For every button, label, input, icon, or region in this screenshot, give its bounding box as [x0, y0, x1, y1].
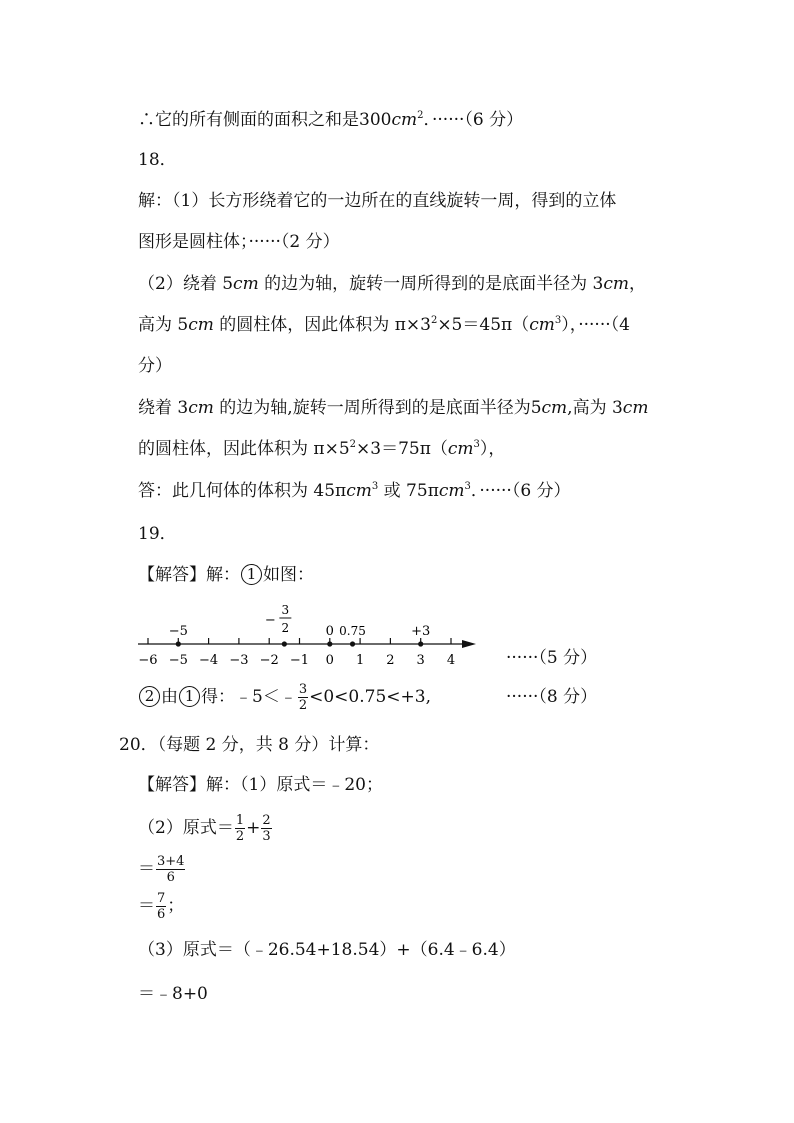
- text: 得：﹣5＜﹣: [201, 687, 297, 707]
- point-marker: [282, 641, 287, 646]
- tick-label: 1: [355, 653, 365, 668]
- axis-arrow-icon: [462, 640, 476, 648]
- line-7: 分）: [138, 356, 172, 376]
- tick-label: −5: [168, 653, 188, 668]
- text: ），: [479, 439, 506, 459]
- text: 绕着 3: [138, 398, 189, 418]
- text: ．······（6 分）: [470, 481, 571, 501]
- point-label: 0: [325, 624, 334, 639]
- unit: cm: [188, 315, 214, 335]
- text: <0<0.75<+3,: [309, 687, 431, 707]
- unit: cm: [438, 481, 465, 501]
- text: 的圆柱体，因此体积为 π×5: [138, 439, 350, 459]
- text: 【解答】解：: [138, 565, 240, 585]
- exponent: 3: [371, 481, 379, 492]
- line-16: 【解答】解：（1）原式＝﹣20；: [138, 775, 383, 795]
- point-marker: [350, 641, 355, 646]
- point-label: +3: [411, 624, 431, 639]
- unit: cm: [541, 398, 568, 418]
- text: ．······（6 分）: [423, 110, 524, 130]
- unit: cm: [447, 439, 474, 459]
- point-label: 0.75: [339, 624, 366, 638]
- tick-label: 0: [325, 653, 334, 668]
- circled-number: 1: [241, 564, 262, 585]
- text: ，: [628, 274, 646, 294]
- denominator: 6: [157, 907, 166, 922]
- numerator: 1: [235, 813, 245, 828]
- text: ＝: [138, 896, 155, 916]
- line-19: [138, 888, 184, 924]
- tick-label: 2: [386, 653, 395, 668]
- line-8: [138, 396, 648, 420]
- unit: cm: [529, 315, 555, 335]
- line-5: [138, 272, 646, 296]
- number-line-figure: [0, 600, 794, 670]
- tick-label: −2: [259, 653, 279, 668]
- text: ；: [167, 896, 185, 916]
- point-marker: [176, 641, 181, 646]
- text: 的边为轴，旋转一周所得到的是底面半径为 3: [258, 274, 604, 294]
- tick-label: −6: [138, 653, 158, 668]
- text: 的圆柱体，因此体积为 π×3: [213, 315, 431, 335]
- text: ,高为 3: [567, 398, 623, 418]
- question-19-number: 19．: [138, 524, 177, 544]
- point-label-numerator: 3: [281, 603, 290, 617]
- unit: cm: [233, 274, 259, 294]
- fraction: [235, 813, 245, 844]
- numerator: 7: [157, 891, 166, 906]
- text: 高为 5: [138, 315, 189, 335]
- number-line-score: ······（5 分）: [506, 648, 598, 668]
- unit: cm: [188, 398, 214, 418]
- fraction: [261, 813, 271, 844]
- point-label: −: [264, 613, 276, 628]
- line-18: [138, 851, 186, 887]
- line-3: 解：（1）长方形绕着它的一边所在的直线旋转一周，得到的立体: [138, 191, 617, 211]
- text: 答：此几何体的体积为 45π: [138, 481, 347, 501]
- text: ），······（4: [561, 315, 630, 335]
- text: 的边为轴,旋转一周所得到的是底面半径为5: [213, 398, 542, 418]
- fraction: [298, 682, 308, 713]
- unit: cm: [346, 481, 372, 501]
- denominator: 3: [262, 829, 271, 844]
- text: （2）原式＝: [138, 818, 234, 838]
- tick-label: −4: [199, 653, 219, 668]
- numerator: 2: [262, 813, 271, 828]
- point-marker: [327, 641, 332, 646]
- unit: cm: [391, 110, 418, 130]
- text: ×5＝45π（: [437, 315, 530, 335]
- exponent: 2: [417, 110, 424, 121]
- text: ×3＝75π（: [356, 439, 448, 459]
- text: +: [246, 818, 261, 838]
- text: （2）绕着 5: [138, 274, 234, 294]
- point-label: −5: [168, 624, 188, 639]
- fraction: [156, 854, 185, 885]
- denominator: 2: [298, 698, 308, 713]
- exponent: 2: [349, 439, 357, 450]
- denominator: 2: [235, 829, 245, 844]
- text: 由: [161, 687, 178, 707]
- numerator: 3: [298, 682, 308, 697]
- exponent: 3: [464, 481, 471, 492]
- tick-label: −1: [289, 653, 310, 668]
- line-9: [138, 437, 505, 461]
- line-14: [138, 682, 431, 713]
- line-4: 图形是圆柱体；······（2 分）: [138, 232, 340, 252]
- tick-label: 3: [416, 653, 425, 668]
- point-marker: [418, 641, 423, 646]
- tick-label: −3: [229, 653, 249, 668]
- exponent: 2: [430, 315, 438, 326]
- unit: cm: [603, 274, 629, 294]
- exponent: 3: [473, 439, 480, 450]
- line-10: [138, 479, 571, 503]
- line-6: [138, 313, 630, 337]
- denominator: 6: [166, 870, 175, 885]
- text: ＝: [138, 859, 155, 879]
- text: ∴它的所有侧面的面积之和是300: [138, 110, 392, 130]
- line-14-score: ······（8 分）: [506, 687, 598, 707]
- text: 如图：: [263, 565, 314, 585]
- question-20-heading: 20．（每题 2 分，共 8 分）计算：: [119, 735, 380, 755]
- line-20: （3）原式＝（﹣26.54+18.54）+（6.4﹣6.4）: [138, 940, 516, 960]
- fraction: [156, 891, 166, 922]
- exponent: 3: [554, 315, 562, 326]
- circled-number: 2: [139, 686, 160, 707]
- line-17: [138, 810, 273, 846]
- line-12: [138, 563, 314, 587]
- numerator: 3+4: [157, 854, 185, 869]
- unit: cm: [622, 398, 649, 418]
- text: 或 75π: [378, 481, 439, 501]
- circled-number: 1: [179, 686, 200, 707]
- line-1: [138, 108, 523, 132]
- question-18-number: 18．: [138, 150, 177, 170]
- line-21: ＝﹣8+0: [138, 984, 208, 1004]
- tick-label: 4: [446, 653, 456, 668]
- point-label-denominator: 2: [281, 621, 290, 635]
